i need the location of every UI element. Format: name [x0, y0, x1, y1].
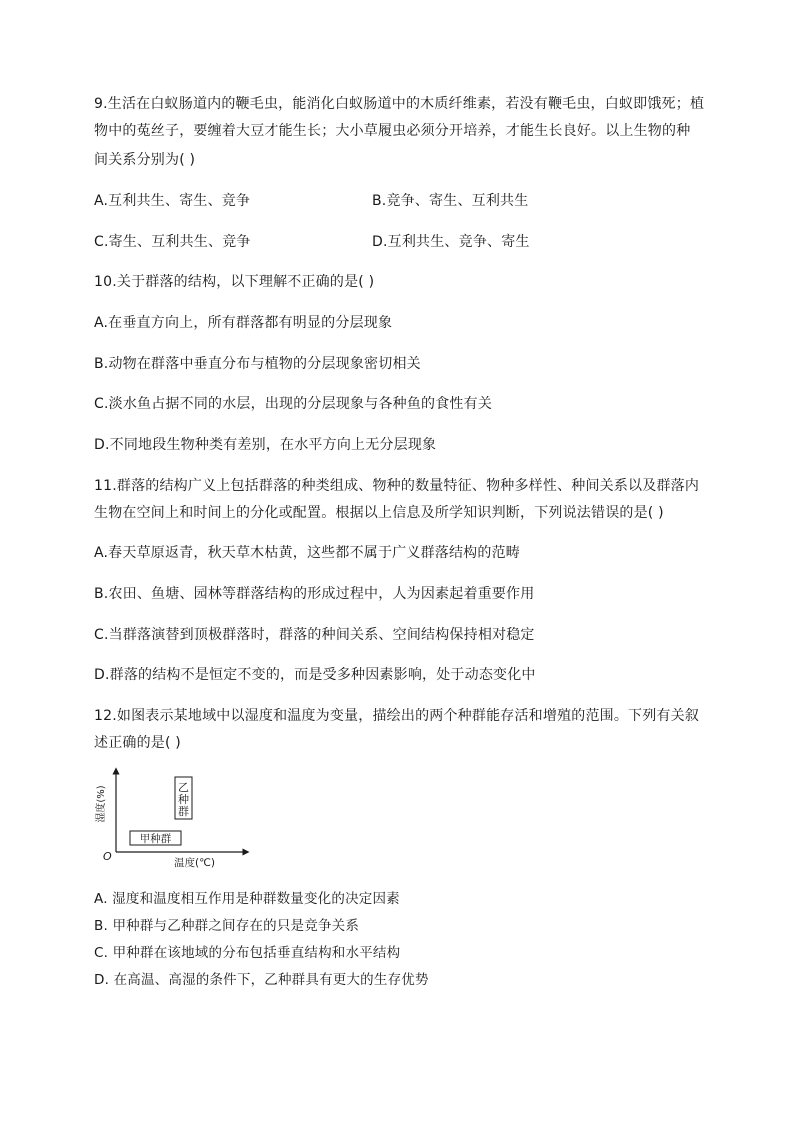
y-axis-label: 湿度(%): [96, 785, 107, 823]
q12-stem-line1: 12.如图表示某地域中以湿度和温度为变量，描绘出的两个种群能存活和增殖的范围。下列有关叙: [94, 708, 700, 724]
q9-option-a: A.互利共生、寄生、竞争: [94, 193, 251, 209]
population-yi-char-2: 种: [178, 793, 189, 806]
q12-option-a: A. 湿度和温度相互作用是种群数量变化的决定因素: [94, 891, 400, 907]
q9-stem-line1: 9.生活在白蚁肠道内的鞭毛虫，能消化白蚁肠道中的木质纤维素，若没有鞭毛虫，白蚁即饿死；植: [94, 96, 705, 112]
q10-option-a: A.在垂直方向上，所有群落都有明显的分层现象: [94, 315, 393, 331]
q12-stem-line2: 述正确的是( ): [94, 735, 181, 751]
q9-option-c: C.寄生、互利共生、竞争: [94, 234, 251, 250]
population-jia-label: 甲种群: [139, 833, 172, 845]
population-yi-char-3: 群: [178, 805, 189, 818]
q11-option-c: C.当群落演替到顶极群落时，群落的种间关系、空间结构保持相对稳定: [94, 627, 535, 643]
population-range-diagram: [94, 766, 254, 876]
population-range-figure: [94, 766, 254, 876]
origin-label: O: [103, 850, 112, 863]
q11-option-d: D.群落的结构不是恒定不变的，而是受多种因素影响，处于动态变化中: [94, 667, 536, 683]
q11-option-b: B.农田、鱼塘、园林等群落结构的形成过程中，人为因素起着重要作用: [94, 586, 535, 602]
q9-stem-line2: 物中的菟丝子，要缠着大豆才能生长；大小草履虫必须分开培养，才能生长良好。以上生物的种: [94, 123, 691, 139]
q12-option-c: C. 甲种群在该地域的分布包括垂直结构和水平结构: [94, 945, 401, 961]
q10-option-d: D.不同地段生物种类有差别，在水平方向上无分层现象: [94, 437, 437, 453]
q10-option-b: B.动物在群落中垂直分布与植物的分层现象密切相关: [94, 356, 421, 372]
x-axis-label: 温度(℃): [174, 857, 215, 869]
population-yi-char-1: 乙: [178, 781, 189, 794]
q11-stem-line2: 生物在空间上和时间上的分化或配置。根据以上信息及所学知识判断，下列说法错误的是( ): [94, 505, 664, 521]
q11-option-a: A.春天草原返青，秋天草木枯黄，这些都不属于广义群落结构的范畴: [94, 545, 520, 561]
q12-option-d: D. 在高温、高湿的条件下，乙种群具有更大的生存优势: [94, 972, 429, 988]
q9-stem-line3: 间关系分别为( ): [94, 152, 196, 168]
q9-option-d: D.互利共生、竞争、寄生: [372, 234, 530, 250]
q12-option-b: B. 甲种群与乙种群之间存在的只是竞争关系: [94, 918, 360, 934]
q11-stem-line1: 11.群落的结构广义上包括群落的种类组成、物种的数量特征、物种多样性、种间关系以及群落内: [94, 478, 700, 494]
q10-option-c: C.淡水鱼占据不同的水层，出现的分层现象与各种鱼的食性有关: [94, 396, 493, 412]
q9-option-b: B.竞争、寄生、互利共生: [372, 193, 529, 209]
q10-stem: 10.关于群落的结构，以下理解不正确的是( ): [94, 274, 375, 290]
